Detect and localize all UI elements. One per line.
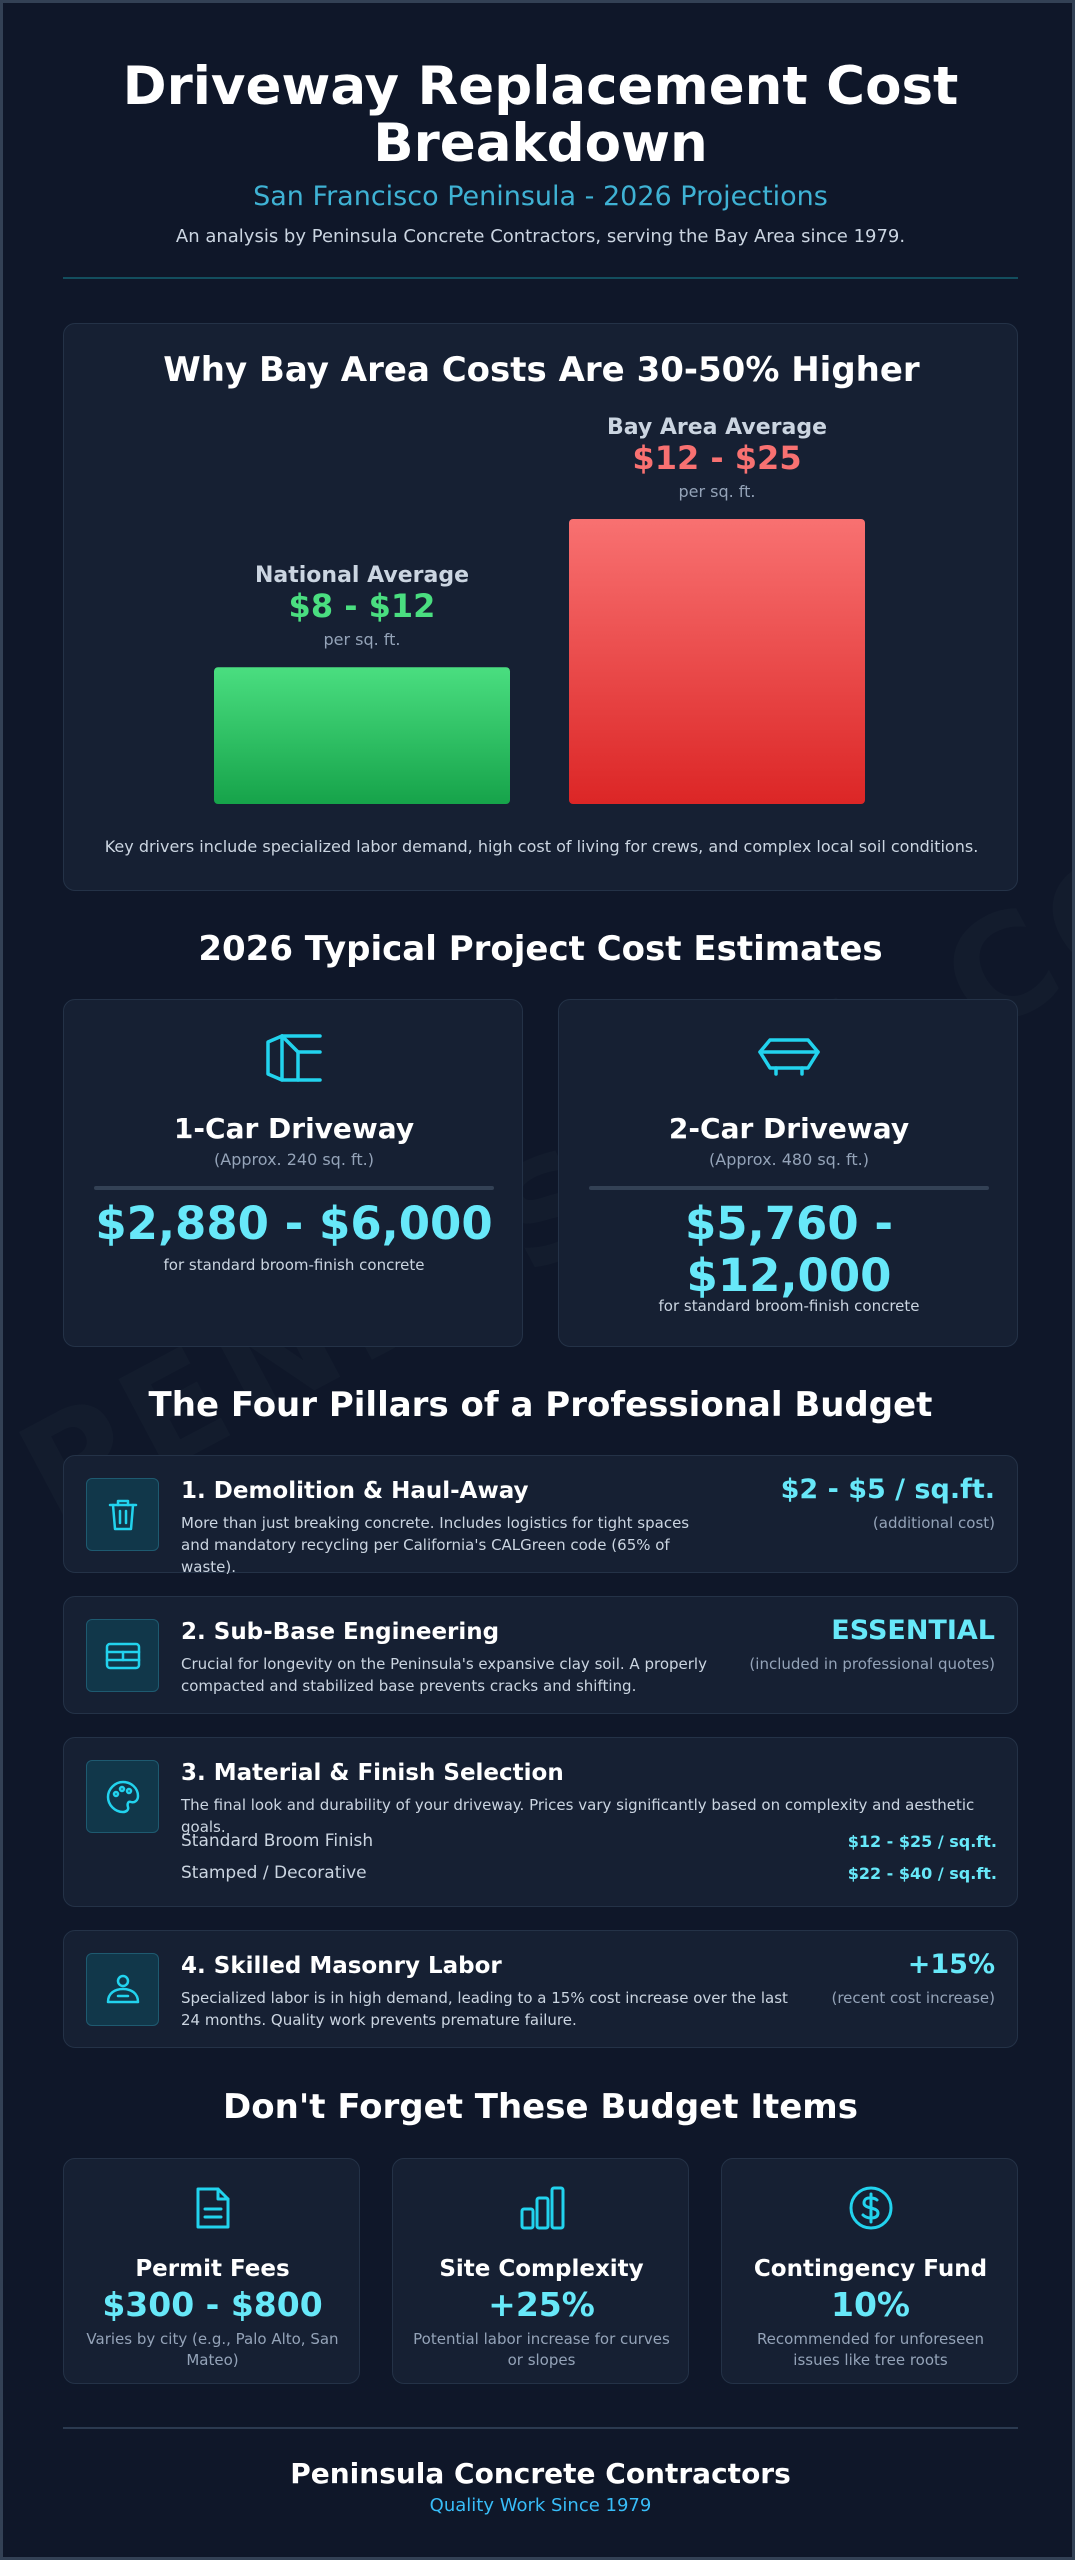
finish-label: Standard Broom Finish (181, 1831, 374, 1851)
footer-company: Peninsula Concrete Contractors (290, 2457, 791, 2490)
single-car-icon (64, 1034, 524, 1086)
budget-item-permit-fees (63, 2158, 360, 2384)
pillar-title: 3. Material & Finish Selection (181, 1760, 564, 1786)
page-subtitle: San Francisco Peninsula - 2026 Projections (253, 181, 828, 212)
estimate-divider (589, 1186, 989, 1190)
bar-category-label: Bay Area Average (606, 415, 828, 440)
estimate-price: $5,760 - $12,000 (685, 1197, 893, 1302)
pillars-title: The Four Pillars of a Professional Budget (148, 1385, 933, 1425)
budget-item-contingency-fund (721, 2158, 1018, 2384)
pillar-subtext: (additional cost) (872, 1514, 995, 1532)
estimate-note: for standard broom-finish concrete (658, 1297, 920, 1315)
estimate-divider (94, 1186, 494, 1190)
bar-value-label: $8 - $12 (288, 587, 436, 626)
palette-icon (86, 1760, 159, 1833)
budget-item-name: Site Complexity (439, 2256, 644, 2282)
finish-price: $12 - $25 / sq.ft. (847, 1832, 997, 1851)
pillar-subtext: (recent cost increase) (831, 1989, 995, 2007)
bar-bay-area-average (569, 519, 865, 804)
pillar-material-finish (63, 1737, 1018, 1907)
estimate-size: (Approx. 480 sq. ft.) (709, 1150, 869, 1169)
budget-item-description: Recommended for unforeseen issues like tree roots (756, 2330, 985, 2369)
pillar-masonry-labor (63, 1930, 1018, 2048)
cost-comparison-card (63, 323, 1018, 891)
footer-tagline: Quality Work Since 1979 (429, 2495, 652, 2516)
bar-national-average (214, 667, 510, 804)
pillar-title: 1. Demolition & Haul-Away (181, 1478, 529, 1504)
pillar-title: 4. Skilled Masonry Labor (181, 1953, 502, 1979)
footer-divider (63, 2427, 1018, 2429)
finish-row-stamped (181, 1863, 997, 1883)
budget-item-name: Permit Fees (135, 2256, 290, 2282)
budget-item-value: $300 - $800 (102, 2285, 323, 2324)
budget-items-title: Don't Forget These Budget Items (223, 2087, 858, 2127)
estimate-name: 2-Car Driveway (668, 1112, 910, 1145)
pillar-description: Specialized labor is in high demand, leading to a 15% cost increase over the last 24 months. Quality work prevents premature failure. (181, 1989, 788, 2029)
pillar-description: More than just breaking concrete. Includes logistics for tight spaces and mandatory recycling per California's CALGreen code (65% of waste). (181, 1514, 690, 1576)
pillar-value: +15% (907, 1949, 995, 1980)
estimate-card-2-car (558, 999, 1018, 1347)
pillar-value: $2 - $5 / sq.ft. (780, 1474, 995, 1505)
bar-unit-label: per sq. ft. (678, 482, 756, 501)
page-title (63, 58, 1018, 172)
cost-comparison-chart (64, 404, 1019, 824)
estimates-title: 2026 Typical Project Cost Estimates (198, 929, 883, 969)
finish-label: Stamped / Decorative (181, 1863, 367, 1883)
budget-item-site-complexity (392, 2158, 689, 2384)
dollar-circle-icon (722, 2185, 1019, 2235)
pillar-sub-base (63, 1596, 1018, 1714)
worker-icon (86, 1953, 159, 2026)
pillar-subtext: (included in professional quotes) (749, 1655, 995, 1673)
budget-item-description: Varies by city (e.g., Palo Alto, San Mateo) (86, 2330, 339, 2369)
pillar-title: 2. Sub-Base Engineering (181, 1619, 500, 1645)
bar-value-label: $12 - $25 (632, 439, 802, 477)
document-icon (64, 2185, 361, 2235)
bar-chart-icon (393, 2185, 690, 2235)
bar-unit-label: per sq. ft. (323, 630, 401, 650)
estimate-note: for standard broom-finish concrete (163, 1256, 425, 1274)
estimate-price: $2,880 - $6,000 (95, 1197, 493, 1250)
double-car-icon (559, 1034, 1019, 1080)
finish-price: $22 - $40 / sq.ft. (847, 1864, 997, 1883)
finish-row-broom (181, 1831, 997, 1851)
trash-icon (86, 1478, 159, 1551)
title-line-1: Driveway Replacement Cost (122, 56, 959, 117)
estimate-card-1-car (63, 999, 523, 1347)
header-divider (63, 277, 1018, 279)
pillar-description: The final look and durability of your driveway. Prices vary significantly based on complexity and aesthetic goals. (181, 1796, 975, 1836)
pillar-description: Crucial for longevity on the Peninsula's expansive clay soil. A properly compacted and stabilized base prevents cracks and shifting. (181, 1655, 707, 1695)
title-line-2: Breakdown (373, 113, 708, 174)
comparison-title: Why Bay Area Costs Are 30-50% Higher (163, 350, 920, 390)
budget-item-description: Potential labor increase for curves or slopes (413, 2330, 670, 2369)
budget-item-name: Contingency Fund (753, 2256, 988, 2282)
comparison-footer: Key drivers include specialized labor demand, high cost of living for crews, and complex local soil conditions. (104, 837, 979, 856)
bar-category-label: National Average (254, 563, 470, 589)
estimate-size: (Approx. 240 sq. ft.) (214, 1150, 374, 1169)
budget-item-value: 10% (831, 2285, 910, 2324)
pillar-demolition (63, 1455, 1018, 1576)
estimate-name: 1-Car Driveway (173, 1112, 415, 1145)
pillar-value: ESSENTIAL (831, 1615, 995, 1646)
intro-text: An analysis by Peninsula Concrete Contractors, serving the Bay Area since 1979. (175, 226, 906, 247)
layers-icon (86, 1619, 159, 1692)
budget-item-value: +25% (488, 2285, 595, 2324)
